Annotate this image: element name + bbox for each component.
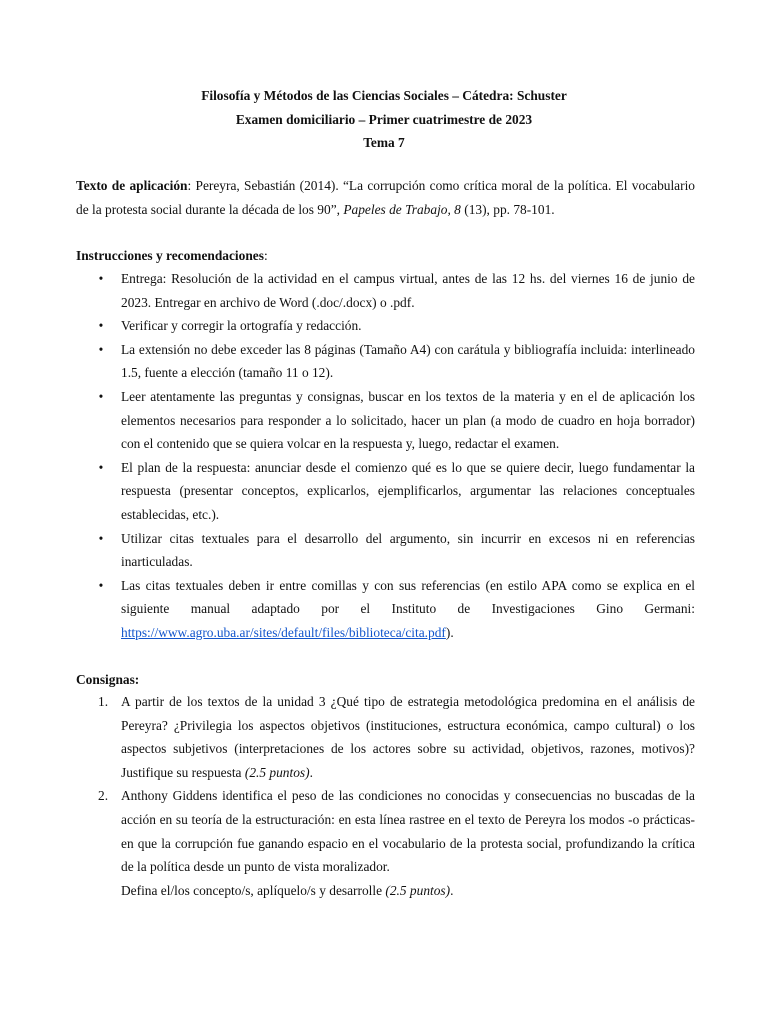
list-item [76,267,695,314]
reference-text: : Pereyra, Sebastián (2014). “La corrupción como crítica moral de la política. El vocabulario de la protesta social durante la década de los 90”, [76,178,696,217]
question-end: . [450,882,454,898]
question-end: . [309,764,313,780]
instructions-title: Instrucciones y recomendaciones [76,248,264,263]
item-number: 1. [98,694,109,709]
topic-title: Tema 7 [363,135,405,150]
document-header [0,84,768,155]
instructions-list [76,267,695,645]
list-item-text: Entrega: Resolución de la actividad en el campus virtual, antes de las 12 hs. del viernes 16 de junio de 2023. Entregar en archivo de Word (.doc/.docx) o .pdf. [121,271,695,310]
question-extra [121,879,695,903]
question-points: (2.5 puntos) [244,764,310,780]
bullet-icon: • [98,271,104,286]
question-text: Anthony Giddens identifica el peso de las condiciones no conocidas y consecuencias no buscadas de la acción en su teoría de la estructuración: en esta línea rastree en el texto de Pereyra los modos -o prácticas- en que la corrupción fue ganando espacio en el vocabulario de la protesta social, profundizando la crítica de la política desde un punto de vista moralizador. [121,788,695,875]
list-item [76,784,695,902]
bullet-icon: • [98,577,104,593]
reference-label: Texto de aplicación [76,178,188,193]
question-points: (2.5 puntos) [385,882,451,898]
item-number: 2. [98,788,109,804]
apa-manual-link[interactable]: https://www.agro.uba.ar/sites/default/files/biblioteca/cita.pdf [121,624,446,640]
reference-pages: (13), pp. 78-101. [460,201,555,217]
bullet-icon: • [98,459,104,475]
list-item-text: Las citas textuales deben ir entre comillas y con sus referencias (en estilo APA como se explica en el siguiente manual adaptado por el Instituto de Investigaciones Gino Germani: [121,577,695,617]
list-item [76,338,695,385]
list-item [76,690,695,784]
consignas-list [76,690,695,902]
bullet-icon: • [98,530,104,546]
reference-journal: Papeles de Trabajo, 8 [343,201,461,217]
bullet-icon: • [98,318,104,334]
bullet-icon: • [98,341,104,357]
instructions-title-suffix: : [263,248,268,263]
list-item-text: Verificar y corregir la ortografía y redacción. [121,318,362,334]
instructions-heading [76,244,695,268]
list-item-text: La extensión no debe exceder las 8 páginas (Tamaño A4) con carátula y bibliografía incluida: interlineado 1.5, fuente a elección (tamaño 11 o 12). [121,341,695,381]
consignas-heading: Consignas: [76,672,140,687]
list-item [76,574,695,645]
question-extra-text: Defina el/los concepto/s, aplíquelo/s y desarrolle [121,882,386,898]
list-item-text: Leer atentamente las preguntas y consignas, buscar en los textos de la materia y en el de aplicación los elementos necesarios para responder a lo solicitado, hacer un plan (a modo de cuadro en hoja borrador) con el contenido que se quiera volcar en la respuesta y, luego, redactar el examen. [121,388,695,452]
list-item-end: ). [445,624,454,640]
list-item [76,456,695,527]
application-text-reference [76,174,695,221]
course-title: Filosofía y Métodos de las Ciencias Sociales – Cátedra: Schuster [201,88,567,103]
list-item [76,385,695,456]
list-item [76,527,695,574]
list-item [76,314,695,338]
exam-title: Examen domiciliario – Primer cuatrimestre de 2023 [235,111,533,127]
list-item-text: El plan de la respuesta: anunciar desde el comienzo qué es lo que se quiere decir, luego fundamentar la respuesta (presentar conceptos, explicarlos, ejemplificarlos, argumentar las relaciones conceptuales establecidas, etc.). [121,459,695,522]
question-text: A partir de los textos de la unidad 3 ¿Qué tipo de estrategia metodológica predomina en el análisis de Pereyra? ¿Privilegia los aspectos objetivos (instituciones, estructura económica, campo cultural) o los aspectos subjetivos (interpretaciones de los actores sobre su actividad, objetivos, razones, motivos)? Justifique su respuesta [121,694,695,780]
bullet-icon: • [98,388,104,404]
list-item-text: Utilizar citas textuales para el desarrollo del argumento, sin incurrir en excesos ni en referencias inarticuladas. [121,530,695,570]
